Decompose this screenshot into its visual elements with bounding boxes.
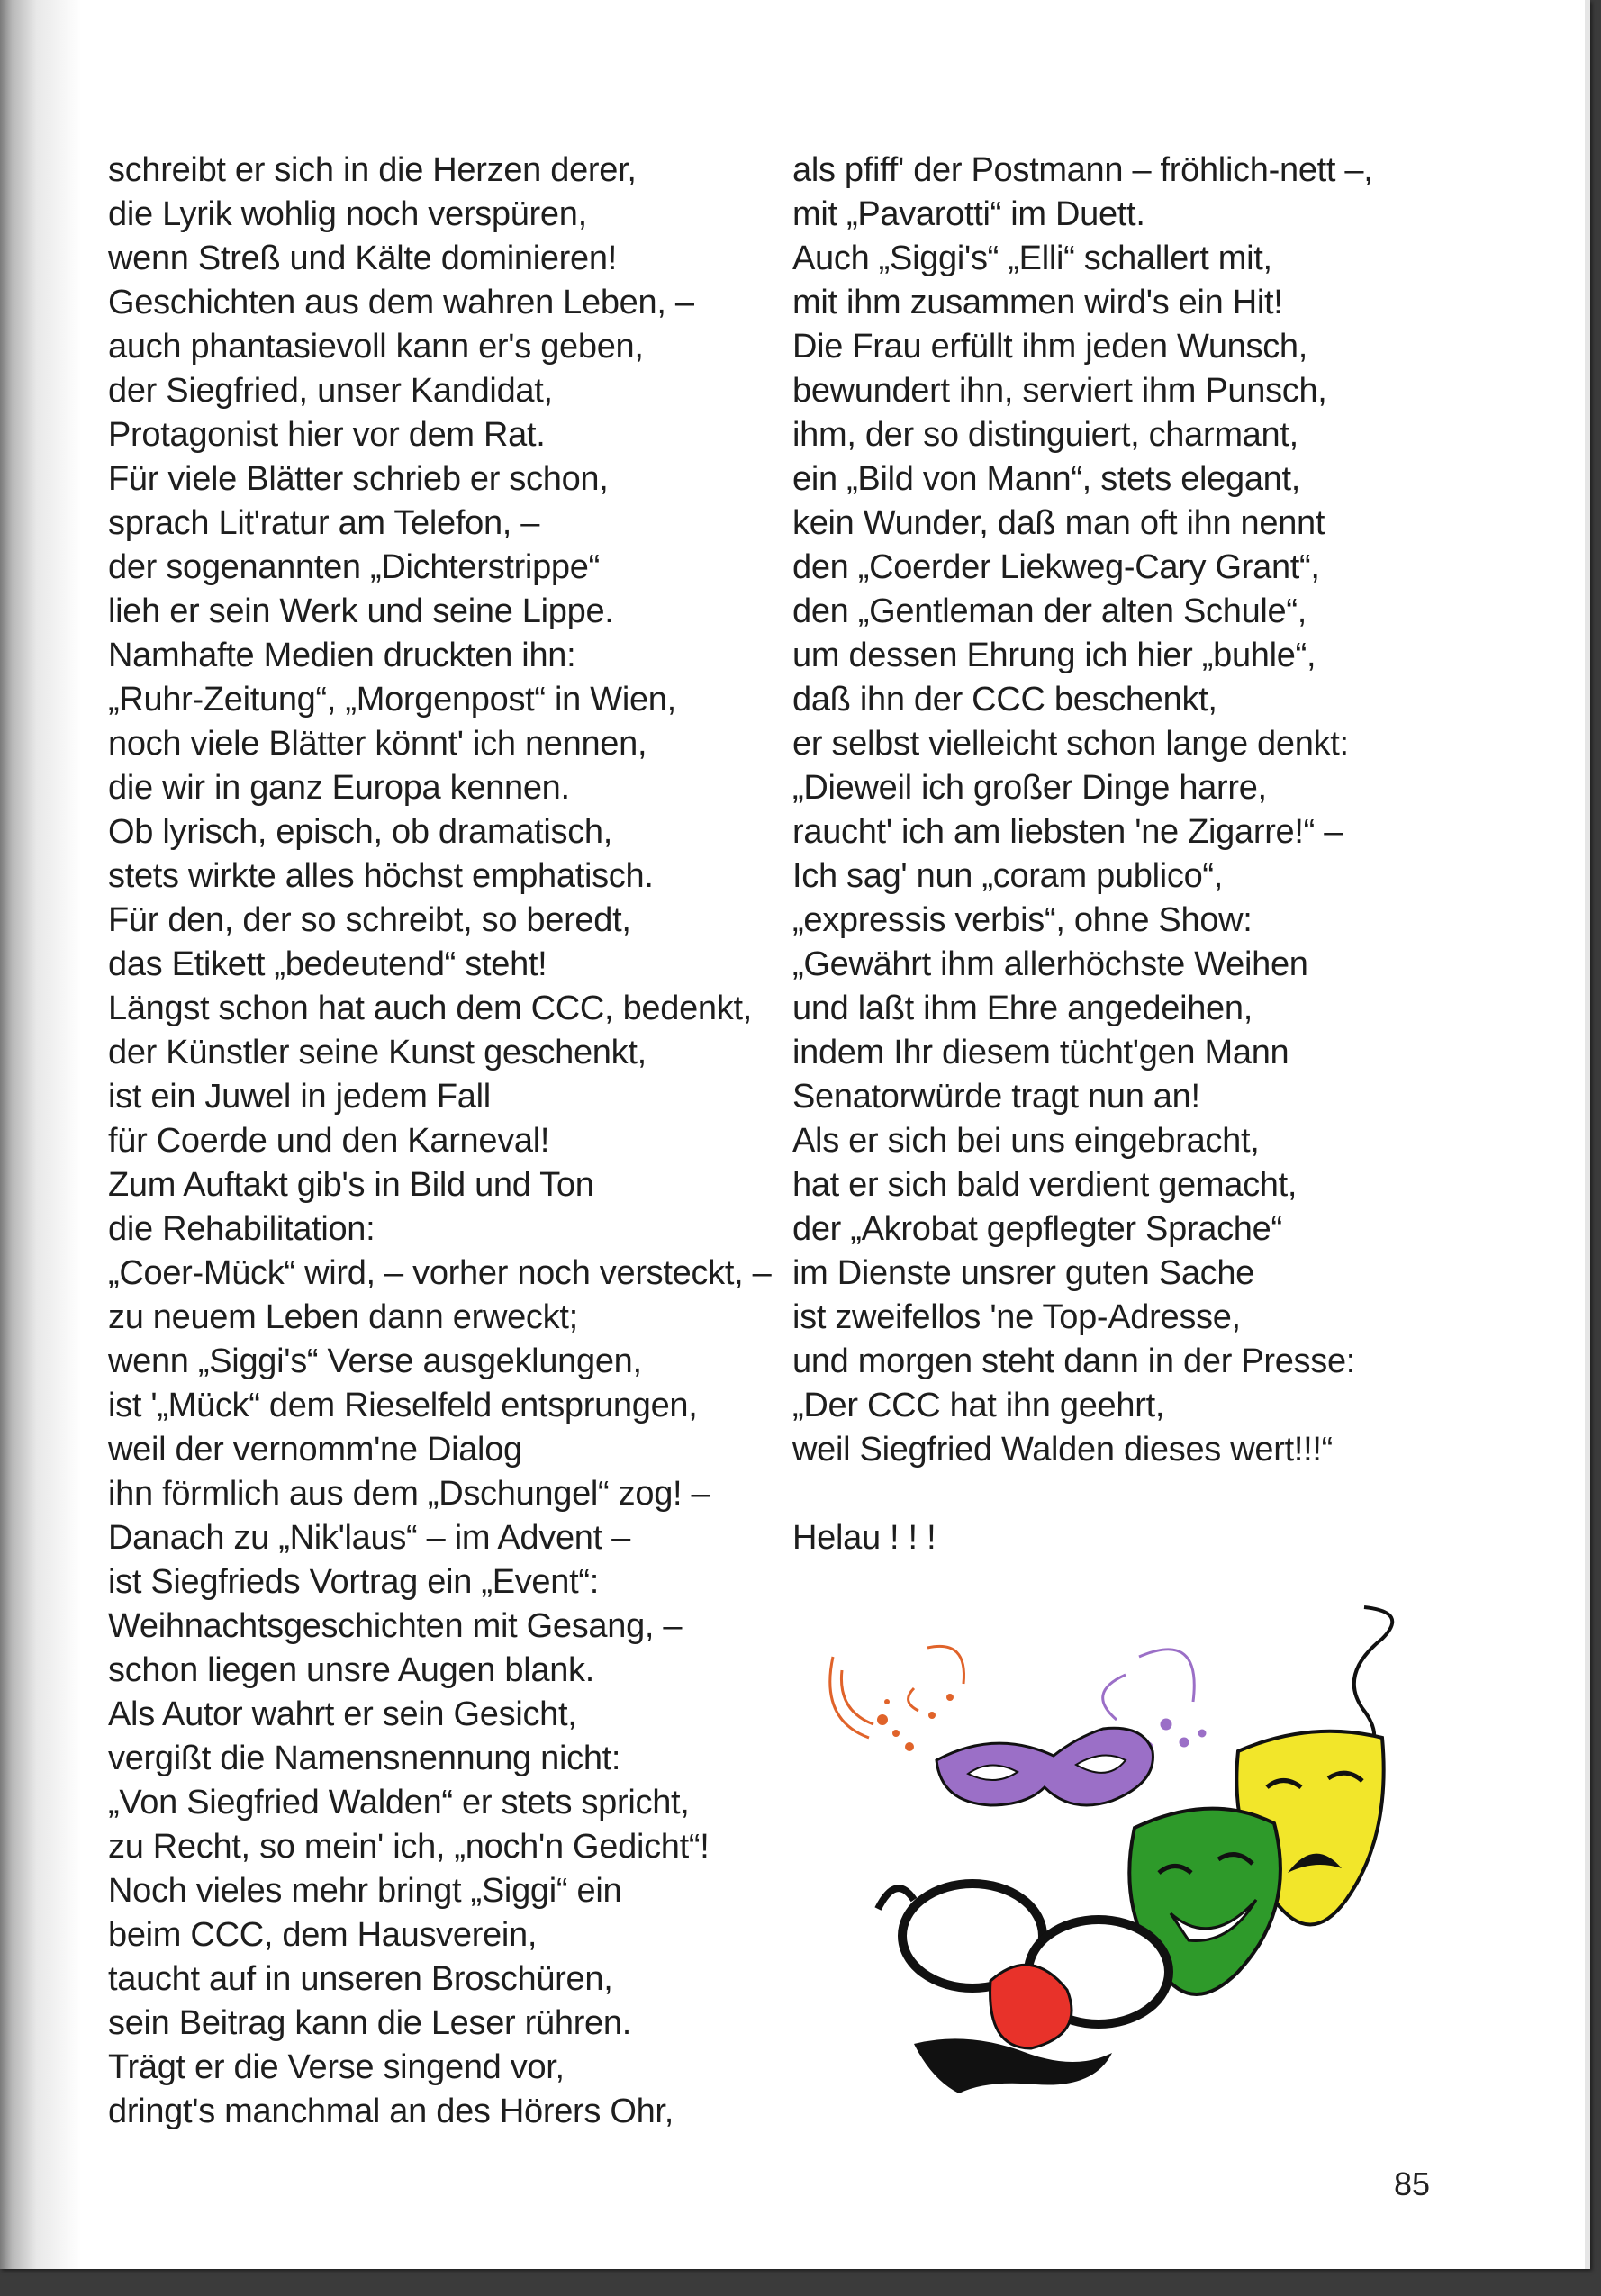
poem-line: Ich sag' nun „coram publico“, <box>792 857 1224 895</box>
poem-line: Protagonist hier vor dem Rat. <box>108 416 546 454</box>
poem-left-column <box>108 149 772 2134</box>
poem-line: ihn förmlich aus dem „Dschungel“ zog! – <box>108 1475 710 1513</box>
poem-line: Trägt er die Verse singend vor, <box>108 2048 565 2086</box>
carnival-masks-illustration <box>806 1603 1436 2143</box>
poem-line: Als Autor wahrt er sein Gesicht, <box>108 1695 577 1733</box>
poem-line: und morgen steht dann in der Presse: <box>792 1342 1356 1380</box>
poem-line: auch phantasievoll kann er's geben, <box>108 328 644 366</box>
poem-line: schreibt er sich in die Herzen derer, <box>108 151 637 189</box>
poem-line: der Künstler seine Kunst geschenkt, <box>108 1034 647 1071</box>
poem-line: Ob lyrisch, episch, ob dramatisch, <box>108 813 613 851</box>
poem-line: vergißt die Namensnennung nicht: <box>108 1740 621 1777</box>
poem-line: Auch „Siggi's“ „Elli“ schallert mit, <box>792 240 1272 277</box>
poem-line: Für viele Blätter schrieb er schon, <box>108 460 609 498</box>
poem-line: indem Ihr diesem tücht'gen Mann <box>792 1034 1289 1071</box>
poem-line: raucht' ich am liebsten 'ne Zigarre!“ – <box>792 813 1343 851</box>
poem-line: hat er sich bald verdient gemacht, <box>792 1166 1298 1204</box>
confetti-swirls <box>830 1646 964 1738</box>
poem-line: die wir in ganz Europa kennen. <box>108 769 570 807</box>
poem-line: das Etikett „bedeutend“ steht! <box>108 945 547 983</box>
confetti-dots <box>877 1694 954 1751</box>
poem-line: taucht auf in unseren Broschüren, <box>108 1960 613 1998</box>
poem-line: sprach Lit'ratur am Telefon, – <box>108 504 540 542</box>
poem-line: Senatorwürde tragt nun an! <box>792 1078 1200 1116</box>
poem-line: den „Gentleman der alten Schule“, <box>792 592 1307 630</box>
poem-line: weil Siegfried Walden dieses wert!!!“ <box>792 1431 1333 1469</box>
page-number: 85 <box>1394 2165 1431 2202</box>
poem-line: wenn „Siggi's“ Verse ausgeklungen, <box>108 1342 642 1380</box>
poem-line: Noch vieles mehr bringt „Siggi“ ein <box>108 1872 622 1910</box>
poem-line: „Dieweil ich großer Dinge harre, <box>792 769 1267 807</box>
poem-right-column <box>792 149 1373 1560</box>
page-gutter-shadow <box>0 0 81 2269</box>
poem-line: ist '„Mück“ dem Rieselfeld entsprungen, <box>108 1387 698 1424</box>
poem-line: Als er sich bei uns eingebracht, <box>792 1122 1260 1160</box>
poem-line: ist ein Juwel in jedem Fall <box>108 1078 491 1116</box>
poem-line: weil der vernomm'ne Dialog <box>108 1431 522 1469</box>
poem-line: ihm, der so distinguiert, charmant, <box>792 416 1298 454</box>
poem-line: sein Beitrag kann die Leser rühren. <box>108 2004 631 2042</box>
poem-line: Namhafte Medien druckten ihn: <box>108 637 576 674</box>
poem-line: ist zweifellos 'ne Top-Adresse, <box>792 1298 1241 1336</box>
poem-line: als pfiff' der Postmann – fröhlich-nett –, <box>792 151 1373 189</box>
poem-line: „Ruhr-Zeitung“, „Morgenpost“ in Wien, <box>108 681 676 719</box>
poem-line: und laßt ihm Ehre angedeihen, <box>792 990 1253 1027</box>
poem-line: „expressis verbis“, ohne Show: <box>792 901 1253 939</box>
poem-line: der „Akrobat gepflegter Sprache“ <box>792 1210 1282 1248</box>
poem-line: dringt's manchmal an des Hörers Ohr, <box>108 2093 674 2130</box>
poem-line: die Rehabilitation: <box>108 1210 375 1248</box>
poem-line: der Siegfried, unser Kandidat, <box>108 372 553 410</box>
poem-line: Längst schon hat auch dem CCC, bedenkt, <box>108 990 752 1027</box>
poem-line: beim CCC, dem Hausverein, <box>108 1916 538 1954</box>
poem-line: stets wirkte alles höchst emphatisch. <box>108 857 654 895</box>
poem-line: den „Coerder Liekweg-Cary Grant“, <box>792 548 1320 586</box>
greeting-text: Helau ! ! ! <box>792 1519 936 1557</box>
poem-line: Geschichten aus dem wahren Leben, – <box>108 284 694 321</box>
poem-line: der sogenannten „Dichterstrippe“ <box>108 548 600 586</box>
poem-line: ein „Bild von Mann“, stets elegant, <box>792 460 1301 498</box>
poem-line: zu neuem Leben dann erweckt; <box>108 1298 578 1336</box>
poem-line: für Coerde und den Karneval! <box>108 1122 550 1160</box>
poem-line: um dessen Ehrung ich hier „buhle“, <box>792 637 1316 674</box>
poem-line: mit ihm zusammen wird's ein Hit! <box>792 284 1283 321</box>
poem-line: mit „Pavarotti“ im Duett. <box>792 195 1145 233</box>
poem-line: Die Frau erfüllt ihm jeden Wunsch, <box>792 328 1308 366</box>
poem-line: wenn Streß und Kälte dominieren! <box>108 240 617 277</box>
poem-line: lieh er sein Werk und seine Lippe. <box>108 592 614 630</box>
poem-line: daß ihn der CCC beschenkt, <box>792 681 1217 719</box>
poem-line: „Der CCC hat ihn geehrt, <box>792 1387 1165 1424</box>
poem-line: ist Siegfrieds Vortrag ein „Event“: <box>108 1563 599 1601</box>
poem-line: Zum Auftakt gib's in Bild und Ton <box>108 1166 594 1204</box>
poem-line: im Dienste unsrer guten Sache <box>792 1254 1255 1292</box>
poem-line: die Lyrik wohlig noch verspüren, <box>108 195 587 233</box>
glasses-nose-disguise <box>878 1884 1169 2093</box>
poem-line: zu Recht, so mein' ich, „noch'n Gedicht“! <box>108 1828 710 1866</box>
purple-eye-mask <box>936 1728 1153 1805</box>
poem-line: schon liegen unsre Augen blank. <box>108 1651 594 1689</box>
poem-line: er selbst vielleicht schon lange denkt: <box>792 725 1349 763</box>
poem-line: Für den, der so schreibt, so beredt, <box>108 901 631 939</box>
poem-right-lines <box>792 149 1373 1472</box>
poem-line: „Gewährt ihm allerhöchste Weihen <box>792 945 1308 983</box>
poem-line: bewundert ihn, serviert ihm Punsch, <box>792 372 1327 410</box>
poem-line: Danach zu „Nik'laus“ – im Advent – <box>108 1519 630 1557</box>
poem-line: Weihnachtsgeschichten mit Gesang, – <box>108 1607 683 1645</box>
poem-line: noch viele Blätter könnt' ich nennen, <box>108 725 647 763</box>
poem-line: kein Wunder, daß man oft ihn nennt <box>792 504 1325 542</box>
poem-line: „Von Siegfried Walden“ er stets spricht, <box>108 1784 690 1821</box>
poem-line: „Coer-Mück“ wird, – vorher noch versteckt, – <box>108 1254 772 1292</box>
